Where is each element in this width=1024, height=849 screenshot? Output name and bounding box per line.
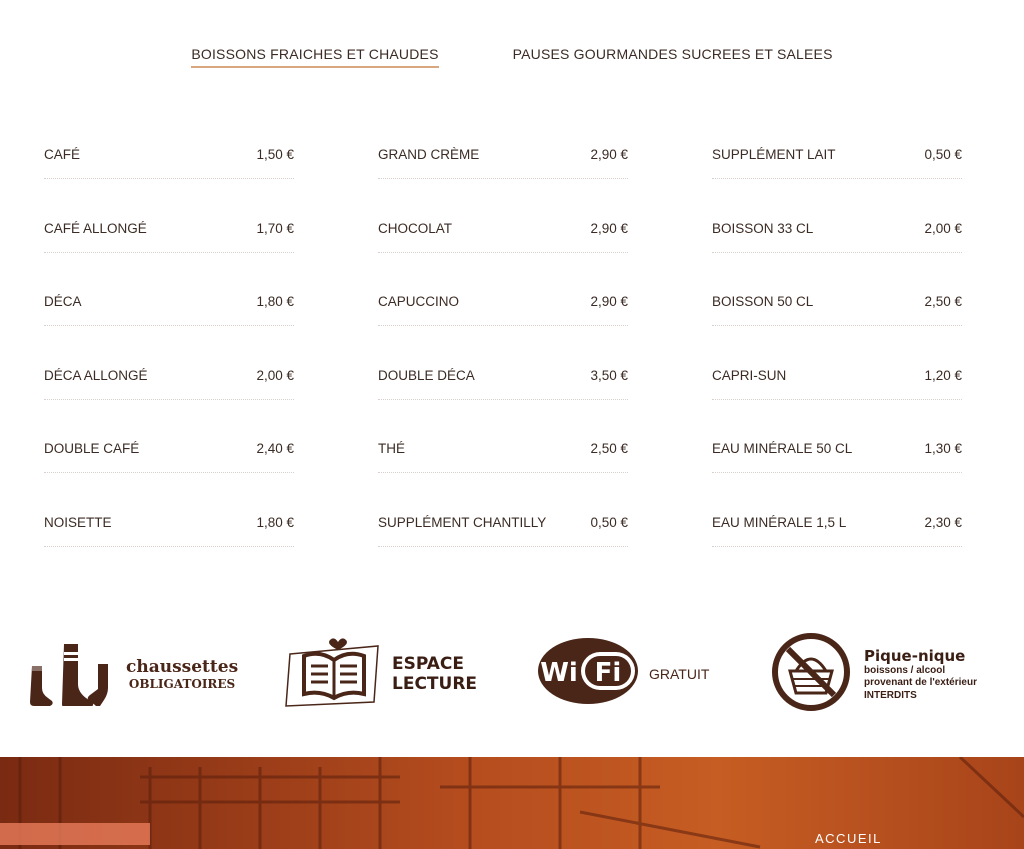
item-name: CAPUCCINO [378, 294, 460, 309]
item-name: CAFÉ ALLONGÉ [44, 220, 147, 236]
badge-reading [284, 636, 477, 713]
tab-pauses-gourmandes[interactable]: PAUSES GOURMANDES SUCREES ET SALEES [512, 46, 833, 62]
item-name: DOUBLE DÉCA [378, 367, 475, 383]
dotted-divider [44, 325, 294, 326]
badge-wifi [537, 636, 709, 711]
menu-item [44, 424, 294, 498]
menu-column-1 [44, 130, 294, 571]
menu-item [712, 204, 962, 278]
item-price: 2,00 € [924, 220, 962, 236]
item-name: NOISETTE [44, 514, 112, 530]
item-name: CHOCOLAT [378, 220, 453, 236]
item-name: BOISSON 50 CL [712, 294, 814, 309]
item-price: 1,30 € [924, 441, 962, 456]
drinks-menu [44, 130, 962, 571]
menu-column-2 [378, 130, 628, 571]
dotted-divider [712, 178, 962, 179]
item-price: 2,50 € [924, 294, 962, 309]
item-price: 0,50 € [590, 514, 628, 530]
dotted-divider [712, 252, 962, 253]
wifi-icon [537, 636, 639, 711]
dotted-divider [44, 546, 294, 547]
dotted-divider [378, 399, 628, 400]
socks-label: chaussettes OBLIGATOIRES [126, 657, 239, 691]
svg-text:Wi: Wi [540, 658, 578, 688]
item-price: 2,90 € [590, 294, 628, 309]
dotted-divider [44, 472, 294, 473]
nav-accueil-link[interactable]: ACCUEIL [815, 831, 882, 846]
dotted-divider [378, 252, 628, 253]
menu-item [44, 130, 294, 204]
menu-column-3 [712, 130, 962, 571]
item-name: GRAND CRÈME [378, 147, 480, 162]
menu-item [712, 424, 962, 498]
menu-item [378, 424, 628, 498]
menu-item [44, 498, 294, 572]
dotted-divider [378, 325, 628, 326]
item-price: 2,40 € [256, 441, 294, 456]
badge-no-picnic [770, 631, 977, 718]
item-name: DÉCA [44, 294, 82, 309]
dotted-divider [378, 546, 628, 547]
item-name: DÉCA ALLONGÉ [44, 367, 148, 383]
dotted-divider [712, 325, 962, 326]
reading-label: ESPACE LECTURE [392, 653, 478, 694]
menu-item [378, 498, 628, 572]
menu-item [712, 351, 962, 425]
item-price: 1,50 € [256, 147, 294, 162]
badge-socks [26, 638, 238, 711]
item-name: SUPPLÉMENT CHANTILLY [378, 514, 547, 530]
item-name: SUPPLÉMENT LAIT [712, 147, 836, 162]
dotted-divider [712, 472, 962, 473]
no-picnic-icon [770, 631, 852, 718]
socks-icon [26, 638, 116, 711]
menu-item [44, 277, 294, 351]
footer-banner [0, 757, 1024, 849]
item-price: 1,70 € [256, 220, 294, 236]
item-name: DOUBLE CAFÉ [44, 441, 140, 456]
item-price: 2,00 € [256, 367, 294, 383]
item-name: THÉ [378, 441, 405, 456]
dotted-divider [712, 399, 962, 400]
item-name: EAU MINÉRALE 50 CL [712, 441, 853, 456]
dotted-divider [44, 252, 294, 253]
dotted-divider [378, 178, 628, 179]
item-name: CAFÉ [44, 147, 81, 162]
menu-tabs [0, 46, 1024, 68]
item-price: 2,30 € [924, 514, 962, 530]
wifi-label: GRATUIT [649, 665, 710, 682]
menu-item [378, 277, 628, 351]
svg-text:Fi: Fi [594, 658, 622, 688]
menu-item [712, 130, 962, 204]
item-price: 1,80 € [256, 294, 294, 309]
menu-item [44, 204, 294, 278]
item-price: 2,90 € [590, 220, 628, 236]
menu-item [378, 351, 628, 425]
dotted-divider [44, 178, 294, 179]
menu-item [378, 130, 628, 204]
item-name: EAU MINÉRALE 1,5 L [712, 514, 847, 530]
item-price: 2,50 € [590, 441, 628, 456]
menu-item [712, 277, 962, 351]
tab-boissons[interactable]: BOISSONS FRAICHES ET CHAUDES [191, 46, 438, 68]
picnic-label: Pique-nique boissons / alcool provenant de l'extérieur INTERDITS [864, 646, 977, 701]
dotted-divider [378, 472, 628, 473]
item-price: 3,50 € [590, 367, 628, 383]
info-badges [0, 628, 1024, 718]
item-price: 0,50 € [924, 147, 962, 162]
item-name: CAPRI-SUN [712, 367, 787, 383]
item-name: BOISSON 33 CL [712, 220, 814, 236]
menu-item [712, 498, 962, 572]
menu-item [378, 204, 628, 278]
book-icon [284, 636, 382, 713]
dotted-divider [712, 546, 962, 547]
item-price: 2,90 € [590, 147, 628, 162]
dotted-divider [44, 399, 294, 400]
menu-item [44, 351, 294, 425]
item-price: 1,80 € [256, 514, 294, 530]
item-price: 1,20 € [924, 367, 962, 383]
